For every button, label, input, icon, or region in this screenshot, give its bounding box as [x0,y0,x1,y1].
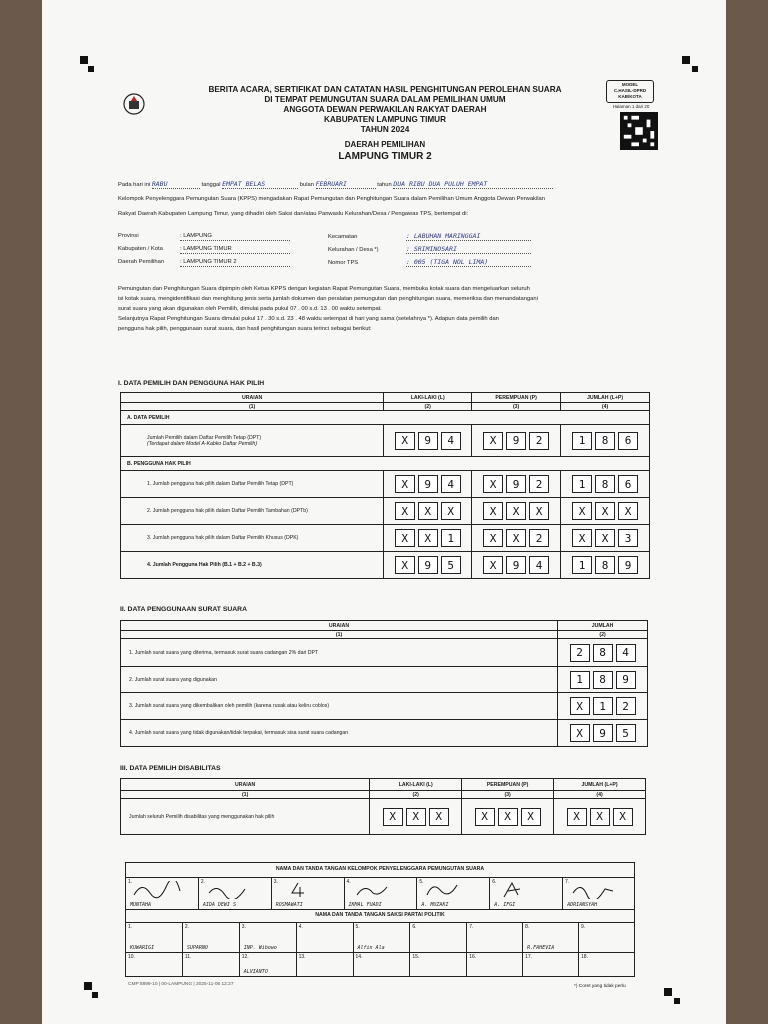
kpps-signature-cell: 1. MUNTAHA [126,878,199,910]
kpps-signature-cell: 2. AIDA DEWI S [198,878,271,910]
signature-icon [423,881,473,899]
bulan-value: FEBRUARI [316,180,376,189]
section-b-title: B. PENGGUNA HAK PILIH [121,457,650,471]
section-a-title: A. DATA PEMILIH [121,411,650,425]
hari-value: RABU [152,180,200,189]
tanggal-value: EMPAT BELAS [222,180,298,189]
model-box: MODEL C.HASIL-DPRD KAB/KOTA [606,80,654,103]
section-1-title: I. DATA PEMILIH DAN PENGGUNA HAK PILIH [118,380,265,387]
saksi-signature-cell: 12. ALVIANTO [239,953,296,977]
corner-mark [92,992,98,998]
signature-icon [278,881,328,899]
table-row: 4. Jumlah Pengguna Hak Pilih (B.1 + B.2 + B.3) X 9 5 X 9 4 1 8 9 [121,552,650,579]
table-row: 4. Jumlah surat suara yang tidak digunakan/tidak terpakai, termasuk sisa surat suara cadangan X 9 5 [121,720,648,747]
kpps-signature-cell: 4. IKMAL FUADI [344,878,417,910]
intro-date-line: Pada hari ini RABU tanggal EMPAT BELAS bulan FEBRUARI tahun DUA RIBU DUA PULUH EMPAT [118,180,658,189]
saksi-signature-cell: 10. [126,953,183,977]
saksi-signature-cell: 17. [523,953,579,977]
saksi-signature-cell: 5. Alfin Ala [353,923,410,953]
signature-icon [132,881,182,899]
kpps-signature-table [125,877,635,910]
corner-mark [84,982,92,990]
signature-icon [569,881,619,899]
table-row: 3. Jumlah surat suara yang dikembalikan oleh pemilih (karena rusak atau keliru coblos) X 1 2 [121,693,648,720]
kpps-signature-title: NAMA DAN TANDA TANGAN KELOMPOK PENYELENGGARA PEMUNGUTAN SUARA [275,866,485,872]
kpu-logo-icon [122,92,146,116]
saksi-signature-cell: 2. SUPARNO [182,923,239,953]
intro-line-2: Kelompok Penyelenggara Pemungutan Suara (KPPS) mengadakan Rapat Pemungutan dan Penghitungan Suara dalam Pemilihan Umum Anggota Dewan Perwakilan [118,196,545,202]
location-right: Kecamatan : LABUHAN MARINGGAI Kelurahan / Desa *) : SRIMINOSARI Nomor TPS : 005 (TIGA NOL LIMA) [328,232,531,267]
section-2-table: URAIAN JUMLAH (1) (2) 1. Jumlah surat suara yang diterima, termasuk surat suara cadangan 2% dari DPT 2 8 4 2. Jumlah surat suara yang digunakan 1 8 9 3. Jumlah surat suara yang dikembalikan oleh pemilih (karena rusak atau keliru coblos) X 1 2 4. Jumlah surat suara yang tidak digunakan/tidak terpakai, termasuk sisa surat suara cadangan X 9 5 [120,620,648,747]
saksi-signature-cell: 3. INP. Wibowo [239,923,296,953]
saksi-signature-cell: 14. [353,953,410,977]
corner-mark [664,988,672,996]
footer-code: CMP 8899-10 | 00-LAMPUNG | 2025-11-06 12:27 [128,982,234,987]
saksi-signature-title: NAMA DAN TANDA TANGAN SAKSI PARTAI POLITIK [315,912,445,918]
location-left: Provinsi : LAMPUNG Kabupaten / Kota : LAMPUNG TIMUR Daerah Pemilihan : LAMPUNG TIMUR 2 [118,232,290,267]
saksi-signature-cell: 9. [579,923,635,953]
table-row: 2. Jumlah surat suara yang digunakan 1 8 9 [121,667,648,693]
kpps-signature-cell: 3. ROSMAWATI [271,878,344,910]
saksi-signature-cell: 15. [410,953,467,977]
saksi-signature-cell: 18. [579,953,635,977]
signature-icon [496,881,546,899]
dapil-name: LAMPUNG TIMUR 2 [338,151,432,162]
table-row: 1. Jumlah pengguna hak pilih dalam Daftar Pemilih Tetap (DPT) X 9 4 X 9 2 1 8 6 [121,471,650,498]
section-2-title: II. DATA PENGGUNAAN SURAT SUARA [120,606,247,613]
table-row: Jumlah seluruh Pemilih disabilitas yang menggunakan hak pilih X X X X X X X X X [121,799,646,835]
saksi-signature-cell: 16. [467,953,523,977]
procedure-paragraph: Pemungutan dan Penghitungan Suara dipimpin oleh Ketua KPPS dengan kegiatan Rapat Pemungutan Suara, membuka kotak suara dan mengeluarkan seluruh isi kotak suara, mengidentifikasi dan menghitung jenis serta jumlah dokumen dan peralatan pemungutan dan penghitungan suara, memeriksa dan menandatangani surat suara yang akan digunakan oleh Pemilih, dimulai pada pukul 07 . 00 s.d. 13 . 00 waktu setempat. Selanjutnya Rapat Penghitungan Suara dimulai pukul 17 . 30 s.d. 23 . 48 waktu setempat di hari yang sama (setelahnya *). Adapun data pemilih dan pengguna hak pilih, penggunaan surat suara, dan hasil penghitungan suara terinci sebagai berikut: [118,286,538,332]
table-row: 3. Jumlah pengguna hak pilih dalam Daftar Pemilih Khusus (DPK) X X 1 X X 2 X X 3 [121,525,650,552]
saksi-signature-cell: 6. [410,923,467,953]
signature-icon [351,881,401,899]
corner-mark [88,66,94,72]
footer-note: *) Coret yang tidak perlu [574,984,626,989]
qr-code-icon [620,112,658,150]
kpps-signature-cell: 7. ADRIANSYAH [563,878,635,910]
section-1-table: URAIAN LAKI-LAKI (L) PEREMPUAN (P) JUMLAH (L+P) (1) (2) (3) (4) A. DATA PEMILIH Jumlah Pemilih dalam Daftar Pemilih Tetap (DPT) (Terdapat dalam Model A-Kabko Daftar Pemilih) X 9 4 X 9 2 1 8 6 B. PENGGUNA HAK PILIH 1. Jumlah pengguna hak pilih dalam Daftar Pemilih Tetap (DPT) X 9 4 X 9 2 1 8 6 2. Jumlah pengguna hak pilih dalam Daftar Pemilih Tambahan (DPTb) X X X X X X X X X 3. Jumlah pengguna hak pilih dalam Daftar Pemilih Khusus (DPK) X X 1 X X 2 X X 3 4. Jumlah Pengguna Hak Pilih (B.1 + B.2 + B.3) X 9 5 X 9 4 1 8 9 [120,392,650,579]
saksi-signature-cell: 13. [296,953,353,977]
saksi-signature-cell: 11. [182,953,239,977]
saksi-signature-cell: 1. KUWARIGI [126,923,183,953]
corner-mark [682,56,690,64]
tahun-value: DUA RIBU DUA PULUH EMPAT [393,180,553,189]
page-number: Halaman 1 dari 20 [612,104,650,109]
section-3-title: III. DATA PEMILIH DISABILITAS [120,765,221,772]
section-3-table: URAIAN LAKI-LAKI (L) PEREMPUAN (P) JUMLAH (L+P) (1) (2) (3) (4) Jumlah seluruh Pemilih disabilitas yang menggunakan hak pilih X X X X X X X X X [120,778,646,835]
saksi-signature-cell: 8. R.FAHEVIA [523,923,579,953]
kpps-signature-cell: 5. A. MUZAKI [417,878,490,910]
table-row: 2. Jumlah pengguna hak pilih dalam Daftar Pemilih Tambahan (DPTb) X X X X X X X X X [121,498,650,525]
document-title: BERITA ACARA, SERTIFIKAT DAN CATATAN HASIL PENGHITUNGAN PEROLEHAN SUARA DI TEMPAT PEMUNGUTAN SUARA DALAM PEMILIHAN UMUM ANGGOTA DEWAN PERWAKILAN RAKYAT DAERAH KABUPATEN LAMPUNG TIMUR TAHUN 2024 [208,85,562,134]
saksi-signature-table [125,922,635,977]
corner-mark [674,998,680,1004]
intro-line-3: Rakyat Daerah Kabupaten Lampung Timur, yang dihadiri oleh Saksi dan/atau Panwaslu Kelurahan/Desa / Pengawas TPS, bertempat di: [118,211,469,217]
saksi-signature-cell: 7. [467,923,523,953]
kpps-signature-cell: 6. A. IFGI [490,878,563,910]
signature-icon [205,881,255,899]
table-row: 1. Jumlah surat suara yang diterima, termasuk surat suara cadangan 2% dari DPT 2 8 4 [121,639,648,667]
table-row: Jumlah Pemilih dalam Daftar Pemilih Tetap (DPT) (Terdapat dalam Model A-Kabko Daftar Pemilih) X 9 4 X 9 2 1 8 6 [121,425,650,457]
dapil-label: DAERAH PEMILIHAN [344,140,426,149]
corner-mark [692,66,698,72]
corner-mark [80,56,88,64]
saksi-signature-cell: 4. [296,923,353,953]
